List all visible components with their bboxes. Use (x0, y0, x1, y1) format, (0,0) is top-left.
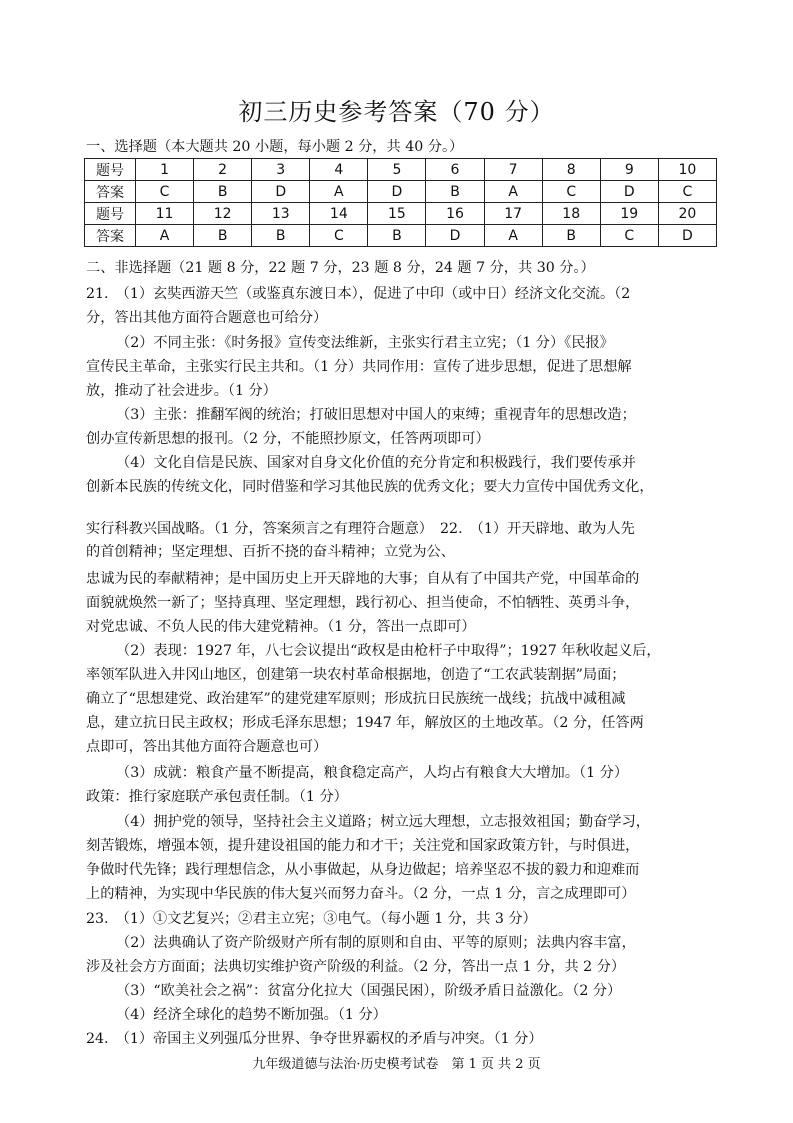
table-row (85, 181, 717, 203)
table-cell: 6 (426, 159, 484, 181)
table-cell: 3 (252, 159, 310, 181)
table-cell: B (368, 225, 426, 247)
table-cell: 10 (658, 159, 716, 181)
table-cell: 4 (310, 159, 368, 181)
table-cell: C (542, 181, 600, 203)
answer-line: 息，建立抗日民主政权；形成毛泽东思想；1947 年，解放区的土地改革。（2 分，任答两 (86, 715, 644, 731)
table-cell: 7 (484, 159, 542, 181)
table-cell: 14 (310, 203, 368, 225)
answer-line: （2）表现：1927 年，八七会议提出“政权是由枪杆子中取得”；1927 年秋收起义后， (116, 643, 661, 659)
table-cell: 5 (368, 159, 426, 181)
answer-line: （2）不同主张：《时务报》宣传变法维新，主张实行君主立宪；（1 分）《民报》 (116, 335, 614, 351)
table-cell: B (194, 225, 252, 247)
table-cell: B (542, 225, 600, 247)
table-cell: A (310, 181, 368, 203)
answer-line: 23. （1）①文艺复兴；②君主立宪；③电气。（每小题 1 分，共 3 分） (86, 911, 537, 927)
page-footer: 九年级道德与法治·历史模考试卷 第 1 页 共 2 页 (252, 1057, 541, 1072)
table-cell: 17 (484, 203, 542, 225)
answer-line: 的首创精神；坚定理想、百折不挠的奋斗精神；立党为公、 (86, 544, 455, 560)
table-cell: B (194, 181, 252, 203)
section-heading-choice: 一、选择题（本大题共 20 小题，每小题 2 分，共 40 分。） (86, 139, 464, 155)
answer-line: 对党忠诚、不负人民的伟大建党精神。（1 分，答出一点即可） (86, 619, 476, 635)
table-cell: D (252, 181, 310, 203)
row-header: 题号 (85, 203, 136, 225)
table-cell: 11 (136, 203, 194, 225)
section-heading-nonchoice: 二、非选择题（21 题 8 分，22 题 7 分，23 题 8 分，24 题 7 分，共 30 分。） (86, 260, 595, 276)
row-header: 答案 (85, 225, 136, 247)
answer-line: 争做时代先锋；践行理想信念，从小事做起，从身边做起；培养坚忍不拔的毅力和迎难而 (86, 862, 640, 878)
table-row (85, 159, 717, 181)
table-cell: C (600, 225, 658, 247)
answer-line: 面貌就焕然一新了；坚持真理、坚定理想，践行初心、担当使命，不怕牺牲、英勇斗争， (86, 595, 640, 611)
table-cell: 8 (542, 159, 600, 181)
table-cell: 20 (658, 203, 716, 225)
answer-line: 24. （1）帝国主义列强瓜分世界、争夺世界霸权的矛盾与冲突。（1 分） (86, 1031, 543, 1047)
answer-line: 刻苦锻炼，增强本领，提升建设祖国的能力和才干；关注党和国家政策方针，与时俱进， (86, 838, 640, 854)
table-row (85, 203, 717, 225)
table-cell: 2 (194, 159, 252, 181)
table-cell: C (310, 225, 368, 247)
table-cell: 15 (368, 203, 426, 225)
table-cell: D (368, 181, 426, 203)
page-title: 初三历史参考答案（70 分） (238, 98, 555, 126)
answer-line: 放，推动了社会进步。（1 分） (86, 383, 277, 399)
answer-line: 政策：推行家庭联产承包责任制。（1 分） (86, 789, 348, 805)
table-cell: A (484, 225, 542, 247)
answer-line: 上的精神，为实现中华民族的伟大复兴而努力奋斗。（2 分，一点 1 分，言之成理即可） (86, 886, 636, 902)
table-cell: 18 (542, 203, 600, 225)
answer-line: （2）法典确认了资产阶级财产所有制的原则和自由、平等的原则；法典内容丰富， (116, 935, 636, 951)
answer-line: （4）经济全球化的趋势不断加强。（1 分） (116, 1007, 387, 1023)
answer-line: 涉及社会方方面面；法典切实维护资产阶级的利益。（2 分，答出一点 1 分，共 2 分） (86, 959, 626, 975)
table-cell: B (252, 225, 310, 247)
row-header: 答案 (85, 181, 136, 203)
answer-table (84, 158, 717, 247)
answer-line: 创新本民族的传统文化，同时借鉴和学习其他民族的优秀文化；要大力宣传中国优秀文化， (86, 479, 654, 495)
answer-line: 忠诚为民的奉献精神；是中国历史上开天辟地的大事；自从有了中国共产党，中国革命的 (86, 571, 640, 587)
table-row (85, 225, 717, 247)
answer-line: （4）文化自信是民族、国家对自身文化价值的充分肯定和积极践行，我们要传承并 (116, 455, 636, 471)
table-cell: 13 (252, 203, 310, 225)
answer-line: 率领军队进入井冈山地区，创建第一块农村革命根据地，创造了“工农武装割据”局面； (86, 667, 626, 683)
answer-line: 宣传民主革命，主张实行民主共和。（1 分）共同作用：宣传了进步思想，促进了思想解 (86, 359, 632, 375)
answer-line: （3）成就：粮食产量不断提高，粮食稳定高产，人均占有粮食大大增加。（1 分） (116, 765, 629, 781)
row-header: 题号 (85, 159, 136, 181)
table-cell: 9 (600, 159, 658, 181)
table-cell: D (600, 181, 658, 203)
table-cell: A (484, 181, 542, 203)
answer-line: （4）拥护党的领导，坚持社会主义道路；树立远大理想，立志报效祖国；勤奋学习， (116, 814, 650, 830)
table-cell: 19 (600, 203, 658, 225)
table-cell: 12 (194, 203, 252, 225)
table-cell: D (658, 225, 716, 247)
answer-line: 实行科教兴国战略。（1 分，答案须言之有理符合题意） 22. （1）开天辟地、敢为人先 (86, 521, 635, 537)
answer-line: 21. （1）玄奘西游天竺（或鉴真东渡日本），促进了中印（或中日）经济文化交流。（2 (86, 286, 631, 302)
table-cell: 1 (136, 159, 194, 181)
answer-line: 确立了“思想建党、政治建军”的建党建军原则；形成抗日民族统一战线；抗战中减租减 (86, 691, 626, 707)
table-cell: A (136, 225, 194, 247)
table-cell: C (136, 181, 194, 203)
answer-line: （3）主张：推翻军阀的统治；打破旧思想对中国人的束缚；重视青年的思想改造； (116, 407, 636, 423)
table-cell: 16 (426, 203, 484, 225)
answer-line: 分，答出其他方面符合题意也可给分） (86, 310, 328, 326)
table-cell: B (426, 181, 484, 203)
answer-line: 点即可，答出其他方面符合题意也可） (86, 739, 328, 755)
table-cell: D (426, 225, 484, 247)
answer-line: 创办宣传新思想的报刊。（2 分，不能照抄原文，任答两项即可） (86, 431, 490, 447)
answer-line: （3）“欧美社会之祸”：贫富分化拉大（国强民困），阶级矛盾日益激化。（2 分） (116, 983, 622, 999)
table-cell: C (658, 181, 716, 203)
